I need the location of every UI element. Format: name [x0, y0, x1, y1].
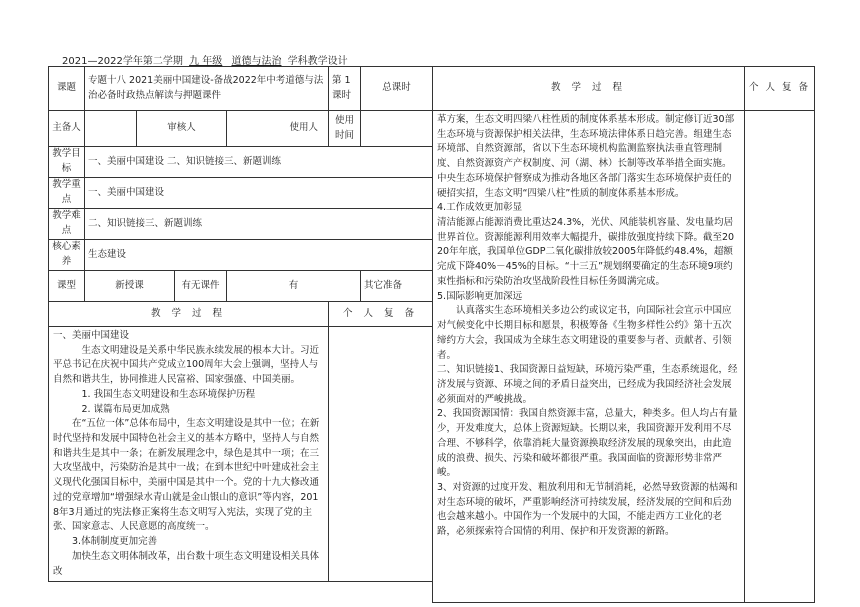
process-content-right	[433, 111, 745, 603]
key-points-label: 教学重点	[49, 178, 85, 209]
difficulty-value: 二、知识链接三、新题训练	[85, 209, 433, 240]
user-label: 使用人	[227, 111, 329, 147]
paragraph: 革方案，生态文明四梁八柱性质的制度体系基本形成。制定修订近30部生态环境与资源保护相关法律，生态环境法律体系日趋完善。组建生态环境部、自然资源部，省以下生态环境机构监测监察执法垂直管理制度、自然资源资产产权制度、河（湖、林）长制等改革举措全面实施。中央生态环境保护督察成为推动各地区各部门落实生态环境保护责任的硬招实招，生态文明“四梁八柱”性质的制度体系基本形成。	[437, 114, 735, 199]
paragraph: 清洁能源占能源消费比重达24.3%，光伏、风能装机容量、发电量均居世界首位。资源能源利用效率大幅提升，碳排放强度持续下降。截至2020年年底，我国单位GDP二氧化碳排放较2005年降低约48.4%，超额完成下降40%－45%的目标。“十三五”规划纲要确定的生态环境9项约束性指标和污染防治攻坚战阶段性目标任务圆满完成。	[437, 217, 735, 287]
header-suffix: 学科教学设计	[287, 56, 348, 67]
use-time-value	[361, 111, 433, 147]
paragraph: 认真落实生态环境相关多边公约或议定书，向国际社会宣示中国应对气候变化中长期目标和愿景，积极筹备《生物多样性公约》第十五次缔约方大会，我国成为全球生态文明建设的重要参与者、贡献者、引领者。	[437, 305, 732, 361]
paragraph: 生态文明建设是关系中华民族永续发展的根本大计。习近平总书记在庆祝中国共产党成立100周年大会上强调，坚持人与自然和谐共生，协同推进人民富裕、国家强盛、中国美丽。	[53, 344, 320, 386]
preparer-label: 主备人	[49, 111, 85, 147]
grade-field: 九 年级	[189, 56, 223, 67]
key-points-value: 一、美丽中国建设	[85, 178, 433, 209]
review-notes-right	[745, 111, 815, 603]
page-header	[62, 52, 348, 67]
literacy-label: 核心素养	[49, 240, 85, 271]
other-prep-label: 其它准备	[361, 271, 433, 302]
process-table-right	[432, 66, 815, 603]
class-type-value: 新授课	[85, 271, 175, 302]
topic-label: 课题	[49, 67, 85, 111]
courseware-label: 有无课件	[175, 271, 227, 302]
class-type-label: 课型	[49, 271, 85, 302]
paragraph: 5.国际影响更加深远	[437, 290, 523, 302]
process-heading-left: 教 学 过 程	[49, 302, 329, 327]
courseware-value: 有	[227, 271, 361, 302]
paragraph: 2. 谋篇布局更加成熟	[81, 403, 170, 415]
goals-label: 教学目标	[49, 147, 85, 178]
use-time-label: 使用时间	[329, 111, 361, 147]
process-content-left	[49, 327, 329, 582]
review-notes-left	[329, 327, 433, 582]
paragraph: 1. 我国生态文明建设和生态环境保护历程	[81, 388, 256, 400]
review-heading-left: 个 人 复 备	[329, 302, 433, 327]
total-hours-label: 总课时	[361, 67, 433, 111]
review-heading-right: 个 人 复 备	[745, 67, 815, 111]
difficulty-label: 教学难点	[49, 209, 85, 240]
paragraph: 二、知识链接1、我国资源日益短缺，环境污染严重，生态系统退化，经济发展与资源、环境之间的矛盾日益突出，已经成为我国经济社会发展必须面对的严峻挑战。	[437, 364, 738, 405]
school-period: 2021—2022学年第二学期	[62, 56, 183, 67]
topic-value: 专题十八 2021美丽中国建设-备战2022年中考道德与法治必备时政热点解读与押题课件	[85, 67, 329, 111]
paragraph: 3.体制制度更加完善	[72, 536, 158, 548]
process-heading-right: 教 学 过 程	[433, 67, 745, 111]
paragraph: 2、我国资源国情：我国自然资源丰富，总量大，种类多。但人均占有量少，开发难度大，总体上资源短缺。长期以来，我国资源开发利用不尽合理、不够科学，依靠消耗大量资源换取经济发展的现象突出，由此造成的浪费、损失、污染和破坏都很严重。我国面临的资源形势非常严峻。	[437, 408, 738, 479]
goals-value: 一、美丽中国建设 二、知识链接三、新题训练	[85, 147, 433, 178]
paragraph: 加快生态文明体制改革，出台数十项生态文明建设相关具体改	[53, 550, 320, 577]
subject-field: 道德与法治	[231, 56, 282, 67]
paragraph: 一、美丽中国建设	[53, 330, 130, 341]
paragraph: 在“五位一体”总体布局中，生态文明建设是其中一位；在新时代坚持和发展中国特色社会主义的基本方略中，坚持人与自然和谐共生是其中一条；在新发展理念中，绿色是其中一项；在三大攻坚战中，污染防治是其中一战；在到本世纪中叶建成社会主义现代化强国目标中，美丽中国是其中一个。党的十九大修改通过的党章增加“增强绿水青山就是金山银山的意识”等内容，2018年3月通过的宪法修正案将生态文明写入宪法，实现了党的主张、国家意志、人民意愿的高度统一。	[53, 418, 320, 533]
paragraph: 4.工作成效更加彰显	[437, 202, 523, 214]
paragraph: 3、对资源的过度开发、粗放利用和无节制消耗，必然导致资源的枯竭和对生态环境的破坏，严重影响经济可持续发展，经济发展的空间和后劲也会越来越小。中国作为一个发展中的大国，不能走西方工业化的老路，必须探索符合国情的利用、保护和开发资源的新路。	[437, 481, 738, 538]
literacy-value: 生态建设	[85, 240, 433, 271]
reviewer-label: 审核人	[137, 111, 227, 147]
preparer-value	[85, 111, 137, 147]
lesson-meta-table	[48, 66, 433, 582]
hour-value: 第 1 课时	[329, 67, 361, 111]
